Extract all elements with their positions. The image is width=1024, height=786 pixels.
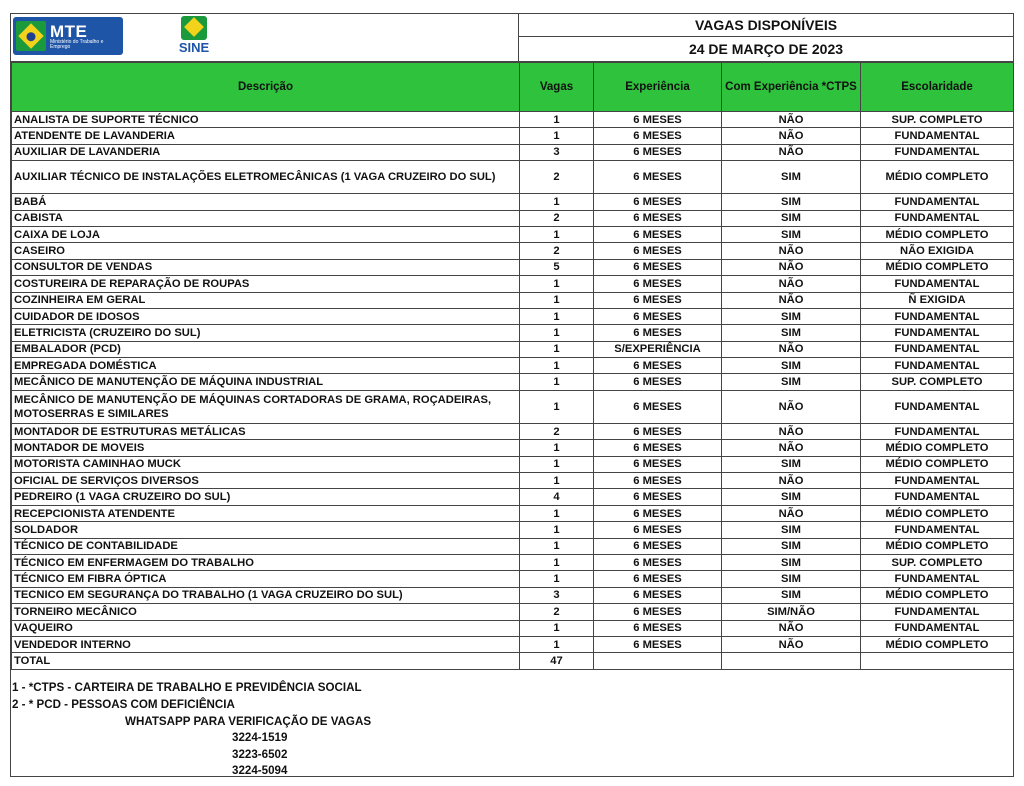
row-vagas: 1 [520, 341, 594, 357]
row-vagas: 1 [520, 374, 594, 390]
row-ctps: SIM [722, 194, 861, 210]
row-escolaridade: FUNDAMENTAL [861, 473, 1014, 489]
row-descricao: BABÁ [12, 194, 520, 210]
row-ctps: NÃO [722, 473, 861, 489]
row-experiencia: 6 MESES [594, 554, 722, 570]
table-row [12, 571, 1014, 587]
col-header-ctps: Com Experiência *CTPS [722, 63, 861, 112]
row-ctps: NÃO [722, 128, 861, 144]
row-escolaridade: SUP. COMPLETO [861, 374, 1014, 390]
row-ctps: SIM [722, 489, 861, 505]
table-row [12, 144, 1014, 160]
table-row [12, 505, 1014, 521]
row-escolaridade: FUNDAMENTAL [861, 325, 1014, 341]
sine-logo-text: SINE [178, 40, 210, 55]
row-ctps: SIM/NÃO [722, 604, 861, 620]
row-escolaridade: FUNDAMENTAL [861, 308, 1014, 324]
row-descricao: COSTUREIRA DE REPARAÇÃO DE ROUPAS [12, 276, 520, 292]
row-descricao: VENDEDOR INTERNO [12, 636, 520, 652]
row-escolaridade: MÉDIO COMPLETO [861, 505, 1014, 521]
row-experiencia: 6 MESES [594, 128, 722, 144]
row-escolaridade: MÉDIO COMPLETO [861, 587, 1014, 603]
row-experiencia: 6 MESES [594, 587, 722, 603]
row-escolaridade: FUNDAMENTAL [861, 210, 1014, 226]
row-escolaridade: SUP. COMPLETO [861, 112, 1014, 128]
row-descricao: CABISTA [12, 210, 520, 226]
row-experiencia: 6 MESES [594, 210, 722, 226]
row-vagas: 3 [520, 144, 594, 160]
row-descricao: EMBALADOR (PCD) [12, 341, 520, 357]
table-row [12, 292, 1014, 308]
row-vagas: 1 [520, 308, 594, 324]
total-row [12, 653, 1014, 669]
row-vagas: 3 [520, 587, 594, 603]
table-row [12, 128, 1014, 144]
row-escolaridade: FUNDAMENTAL [861, 522, 1014, 538]
row-experiencia: 6 MESES [594, 144, 722, 160]
row-experiencia: 6 MESES [594, 374, 722, 390]
row-escolaridade: MÉDIO COMPLETO [861, 538, 1014, 554]
col-header-descricao: Descrição [12, 63, 520, 112]
table-row [12, 554, 1014, 570]
col-header-escolaridade: Escolaridade [861, 63, 1014, 112]
total-empty-cell [861, 653, 1014, 669]
row-experiencia: 6 MESES [594, 489, 722, 505]
row-escolaridade: FUNDAMENTAL [861, 144, 1014, 160]
row-descricao: MONTADOR DE ESTRUTURAS METÁLICAS [12, 423, 520, 439]
row-descricao: MOTORISTA CAMINHAO MUCK [12, 456, 520, 472]
table-row [12, 423, 1014, 439]
row-ctps: SIM [722, 325, 861, 341]
row-escolaridade: FUNDAMENTAL [861, 423, 1014, 439]
row-descricao: SOLDADOR [12, 522, 520, 538]
table-row [12, 620, 1014, 636]
row-experiencia: 6 MESES [594, 194, 722, 210]
row-descricao: TÉCNICO EM FIBRA ÓPTICA [12, 571, 520, 587]
row-descricao: TORNEIRO MECÂNICO [12, 604, 520, 620]
row-ctps: NÃO [722, 276, 861, 292]
header-titles [519, 14, 1013, 62]
row-ctps: SIM [722, 554, 861, 570]
row-vagas: 1 [520, 390, 594, 423]
row-ctps: NÃO [722, 112, 861, 128]
row-escolaridade: FUNDAMENTAL [861, 128, 1014, 144]
phone-number: 3224-1519 [232, 731, 288, 744]
row-experiencia: 6 MESES [594, 473, 722, 489]
row-vagas: 1 [520, 505, 594, 521]
row-experiencia: 6 MESES [594, 522, 722, 538]
row-experiencia: 6 MESES [594, 112, 722, 128]
row-ctps: SIM [722, 358, 861, 374]
row-escolaridade: FUNDAMENTAL [861, 341, 1014, 357]
col-header-vagas: Vagas [520, 63, 594, 112]
row-escolaridade: FUNDAMENTAL [861, 604, 1014, 620]
page-date: 24 DE MARÇO DE 2023 [519, 37, 1013, 62]
col-header-experiencia: Experiência [594, 63, 722, 112]
row-escolaridade: FUNDAMENTAL [861, 358, 1014, 374]
table-row [12, 112, 1014, 128]
row-escolaridade: SUP. COMPLETO [861, 554, 1014, 570]
row-experiencia: 6 MESES [594, 604, 722, 620]
row-escolaridade: FUNDAMENTAL [861, 489, 1014, 505]
row-vagas: 2 [520, 243, 594, 259]
sine-flag-icon [181, 16, 207, 40]
row-ctps: SIM [722, 374, 861, 390]
footnote-pcd: 2 - * PCD - PESSOAS COM DEFICIÊNCIA [12, 698, 235, 711]
row-escolaridade: MÉDIO COMPLETO [861, 636, 1014, 652]
row-ctps: NÃO [722, 390, 861, 423]
row-vagas: 2 [520, 423, 594, 439]
row-escolaridade: MÉDIO COMPLETO [861, 440, 1014, 456]
row-experiencia: 6 MESES [594, 571, 722, 587]
table-row [12, 161, 1014, 194]
row-escolaridade: MÉDIO COMPLETO [861, 161, 1014, 194]
row-ctps: NÃO [722, 292, 861, 308]
row-experiencia: S/EXPERIÊNCIA [594, 341, 722, 357]
row-ctps: SIM [722, 161, 861, 194]
phone-number: 3224-5094 [232, 764, 288, 777]
total-label: TOTAL [12, 653, 520, 669]
row-experiencia: 6 MESES [594, 259, 722, 275]
row-escolaridade: FUNDAMENTAL [861, 620, 1014, 636]
row-escolaridade: MÉDIO COMPLETO [861, 226, 1014, 242]
job-listing-sheet [10, 13, 1014, 777]
row-experiencia: 6 MESES [594, 423, 722, 439]
row-experiencia: 6 MESES [594, 276, 722, 292]
table-row [12, 276, 1014, 292]
whatsapp-label: WHATSAPP PARA VERIFICAÇÃO DE VAGAS [125, 715, 372, 728]
jobs-table [11, 62, 1014, 670]
phone-number: 3223-6502 [232, 747, 288, 761]
row-experiencia: 6 MESES [594, 440, 722, 456]
row-ctps: NÃO [722, 505, 861, 521]
row-vagas: 1 [520, 358, 594, 374]
row-descricao: RECEPCIONISTA ATENDENTE [12, 505, 520, 521]
row-vagas: 1 [520, 276, 594, 292]
row-vagas: 1 [520, 440, 594, 456]
row-ctps: NÃO [722, 636, 861, 652]
row-ctps: SIM [722, 522, 861, 538]
row-descricao: OFICIAL DE SERVIÇOS DIVERSOS [12, 473, 520, 489]
table-row [12, 440, 1014, 456]
row-descricao: CUIDADOR DE IDOSOS [12, 308, 520, 324]
row-ctps: NÃO [722, 243, 861, 259]
row-experiencia: 6 MESES [594, 243, 722, 259]
row-ctps: SIM [722, 587, 861, 603]
row-vagas: 1 [520, 620, 594, 636]
table-row [12, 259, 1014, 275]
brazil-flag-icon [16, 21, 46, 51]
row-descricao: ANALISTA DE SUPORTE TÉCNICO [12, 112, 520, 128]
table-row [12, 604, 1014, 620]
row-escolaridade: NÃO EXIGIDA [861, 243, 1014, 259]
row-vagas: 1 [520, 194, 594, 210]
row-descricao: ATENDENTE DE LAVANDERIA [12, 128, 520, 144]
row-vagas: 1 [520, 226, 594, 242]
row-vagas: 4 [520, 489, 594, 505]
row-escolaridade: Ñ EXIGIDA [861, 292, 1014, 308]
table-row [12, 390, 1014, 423]
table-row [12, 489, 1014, 505]
total-empty-cell [722, 653, 861, 669]
row-escolaridade: FUNDAMENTAL [861, 276, 1014, 292]
row-experiencia: 6 MESES [594, 505, 722, 521]
footnote-ctps: 1 - *CTPS - CARTEIRA DE TRABALHO E PREVIDÊNCIA SOCIAL [12, 681, 362, 694]
row-escolaridade: MÉDIO COMPLETO [861, 456, 1014, 472]
row-vagas: 1 [520, 325, 594, 341]
table-header-row [12, 63, 1014, 112]
row-ctps: SIM [722, 456, 861, 472]
table-row [12, 243, 1014, 259]
row-vagas: 1 [520, 571, 594, 587]
sine-logo [172, 16, 216, 60]
row-experiencia: 6 MESES [594, 292, 722, 308]
row-vagas: 2 [520, 210, 594, 226]
row-ctps: NÃO [722, 144, 861, 160]
row-experiencia: 6 MESES [594, 456, 722, 472]
row-vagas: 1 [520, 112, 594, 128]
row-descricao: COZINHEIRA EM GERAL [12, 292, 520, 308]
row-vagas: 2 [520, 161, 594, 194]
row-descricao: AUXILIAR DE LAVANDERIA [12, 144, 520, 160]
row-escolaridade: FUNDAMENTAL [861, 571, 1014, 587]
row-vagas: 2 [520, 604, 594, 620]
row-descricao: PEDREIRO (1 VAGA CRUZEIRO DO SUL) [12, 489, 520, 505]
row-descricao: MONTADOR DE MOVEIS [12, 440, 520, 456]
row-vagas: 1 [520, 522, 594, 538]
row-experiencia: 6 MESES [594, 538, 722, 554]
page-title: VAGAS DISPONÍVEIS [519, 14, 1013, 37]
table-row [12, 587, 1014, 603]
row-ctps: NÃO [722, 259, 861, 275]
row-experiencia: 6 MESES [594, 620, 722, 636]
row-vagas: 1 [520, 128, 594, 144]
row-ctps: NÃO [722, 620, 861, 636]
row-experiencia: 6 MESES [594, 161, 722, 194]
row-descricao: EMPREGADA DOMÉSTICA [12, 358, 520, 374]
row-vagas: 1 [520, 292, 594, 308]
row-vagas: 1 [520, 456, 594, 472]
row-descricao: MECÂNICO DE MANUTENÇÃO DE MÁQUINAS CORTADORAS DE GRAMA, ROÇADEIRAS, MOTOSERRAS E SIMILARES [12, 390, 520, 423]
table-body [12, 112, 1014, 653]
row-vagas: 1 [520, 473, 594, 489]
table-row [12, 522, 1014, 538]
table-row [12, 358, 1014, 374]
table-row [12, 226, 1014, 242]
total-vagas: 47 [520, 653, 594, 669]
row-escolaridade: FUNDAMENTAL [861, 194, 1014, 210]
row-descricao: MECÂNICO DE MANUTENÇÃO DE MÁQUINA INDUSTRIAL [12, 374, 520, 390]
footer-notes [12, 679, 1012, 780]
mte-logo [13, 17, 123, 55]
table-row [12, 374, 1014, 390]
table-row [12, 636, 1014, 652]
table-row [12, 538, 1014, 554]
row-descricao: TÉCNICO EM ENFERMAGEM DO TRABALHO [12, 554, 520, 570]
mte-logo-subtext: Ministério do Trabalho e Emprego [50, 38, 104, 50]
row-ctps: NÃO [722, 423, 861, 439]
row-escolaridade: MÉDIO COMPLETO [861, 259, 1014, 275]
table-row [12, 473, 1014, 489]
row-descricao: AUXILIAR TÉCNICO DE INSTALAÇÕES ELETROMECÂNICAS (1 VAGA CRUZEIRO DO SUL) [12, 161, 520, 194]
row-descricao: CAIXA DE LOJA [12, 226, 520, 242]
row-escolaridade: FUNDAMENTAL [861, 390, 1014, 423]
row-vagas: 1 [520, 538, 594, 554]
mte-logo-text: MTE [50, 21, 88, 41]
row-experiencia: 6 MESES [594, 358, 722, 374]
row-vagas: 1 [520, 554, 594, 570]
table-row [12, 308, 1014, 324]
row-ctps: SIM [722, 308, 861, 324]
row-descricao: TÉCNICO DE CONTABILIDADE [12, 538, 520, 554]
row-ctps: SIM [722, 226, 861, 242]
row-descricao: CONSULTOR DE VENDAS [12, 259, 520, 275]
row-experiencia: 6 MESES [594, 226, 722, 242]
row-ctps: SIM [722, 210, 861, 226]
row-experiencia: 6 MESES [594, 390, 722, 423]
row-descricao: ELETRICISTA (CRUZEIRO DO SUL) [12, 325, 520, 341]
table-row [12, 325, 1014, 341]
row-vagas: 5 [520, 259, 594, 275]
row-ctps: NÃO [722, 440, 861, 456]
total-empty-cell [594, 653, 722, 669]
row-ctps: SIM [722, 571, 861, 587]
row-experiencia: 6 MESES [594, 308, 722, 324]
row-experiencia: 6 MESES [594, 636, 722, 652]
table-row [12, 456, 1014, 472]
row-descricao: CASEIRO [12, 243, 520, 259]
table-row [12, 194, 1014, 210]
row-ctps: NÃO [722, 341, 861, 357]
row-experiencia: 6 MESES [594, 325, 722, 341]
row-descricao: VAQUEIRO [12, 620, 520, 636]
table-row [12, 341, 1014, 357]
row-ctps: SIM [722, 538, 861, 554]
table-row [12, 210, 1014, 226]
row-vagas: 1 [520, 636, 594, 652]
logo-area [11, 14, 519, 62]
row-descricao: TECNICO EM SEGURANÇA DO TRABALHO (1 VAGA CRUZEIRO DO SUL) [12, 587, 520, 603]
